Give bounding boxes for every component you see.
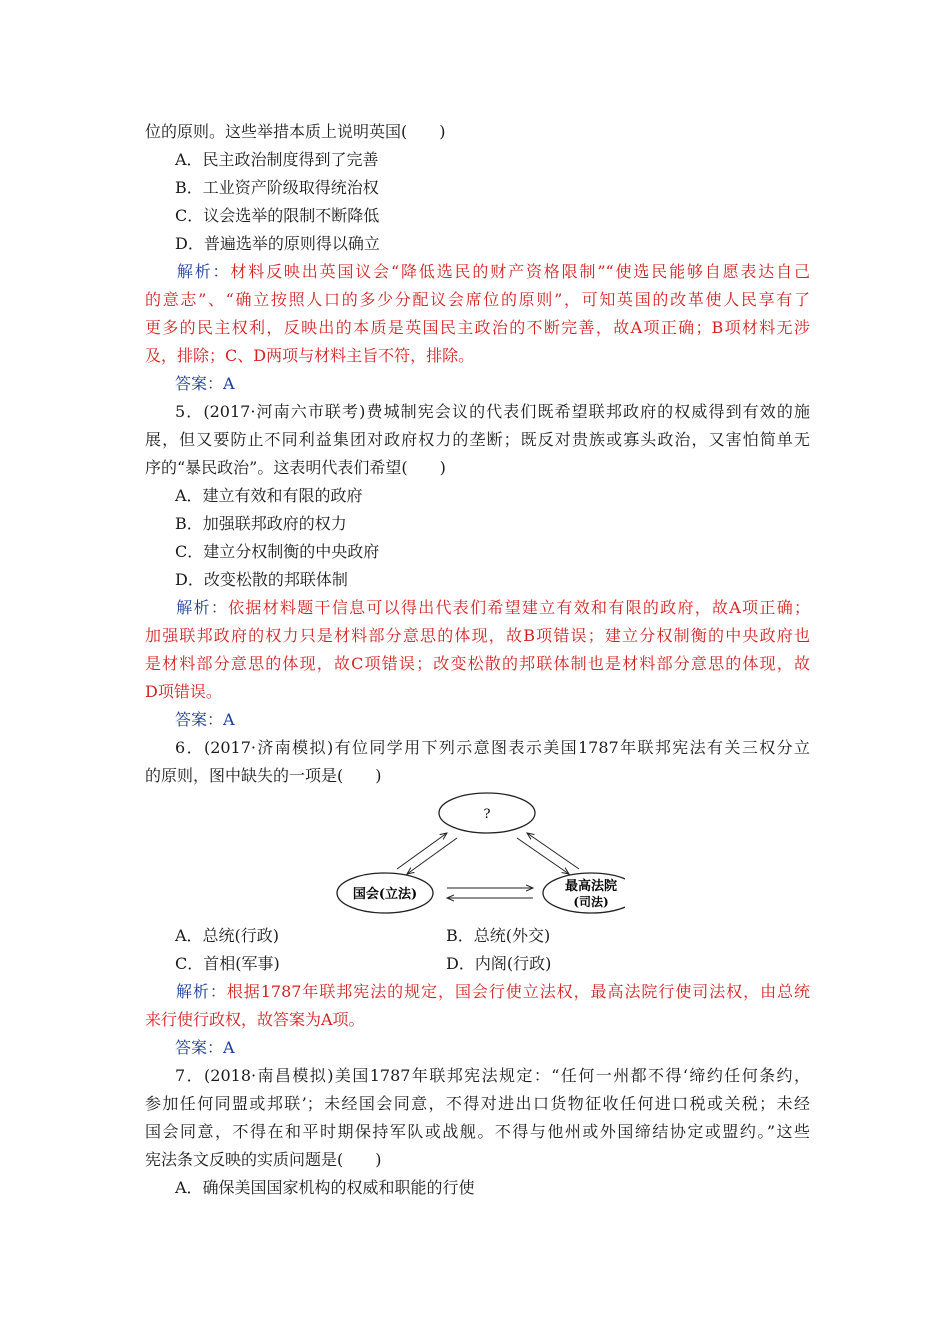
right-node-sublabel: (司法) xyxy=(573,895,609,909)
q7-stem-line: 宪法条文反映的实质问题是( ) xyxy=(145,1150,382,1169)
q5-answer: 答案：A xyxy=(175,710,235,729)
q6-analysis-line: 解析：根据1787年联邦宪法的规定，国会行使立法权，最高法院行使司法权，由总统 xyxy=(175,982,810,1001)
q5-stem-line: 序的“暴民政治”。这表明代表们希望( ) xyxy=(145,458,446,477)
q5-analysis-line: 是材料部分意思的体现，故C项错误；改变松散的邦联体制也是材料部分意思的体现，故 xyxy=(145,654,810,673)
q6-analysis-line: 来行使行政权，故答案为A项。 xyxy=(145,1010,365,1029)
q5-analysis-line: 解析：依据材料题干信息可以得出代表们希望建立有效和有限的政府，故A项正确； xyxy=(175,598,810,617)
q5-analysis-line: 加强联邦政府的权力只是材料部分意思的体现，故B项错误；建立分权制衡的中央政府也 xyxy=(145,626,810,645)
q4-analysis-line: 解析：材料反映出英国议会“降低选民的财产资格限制”“使选民能够自愿表达自己 xyxy=(175,262,810,281)
q4-analysis-line: 的意志”、“确立按照人口的多少分配议会席位的原则”，可知英国的改革使人民享有了 xyxy=(145,290,810,309)
arrow-right-down xyxy=(517,838,569,874)
separation-of-powers-diagram xyxy=(335,790,625,920)
q6-answer: 答案：A xyxy=(175,1038,235,1057)
q6-stem-line: 的原则，图中缺失的一项是( ) xyxy=(145,766,382,785)
q4-option-c: C．议会选举的限制不断降低 xyxy=(175,206,380,225)
q6-option-c: C．首相(军事) xyxy=(175,954,280,973)
q4-option-d: D．普遍选举的原则得以确立 xyxy=(175,234,380,253)
q5-option-d: D．改变松散的邦联体制 xyxy=(175,570,348,589)
q5-analysis-line: D项错误。 xyxy=(145,682,222,701)
analysis-label: 解析： xyxy=(175,982,227,1001)
analysis-label: 解析： xyxy=(175,598,229,617)
q4-analysis-line: 更多的民主权利，反映出的本质是英国民主政治的不断完善，故A项正确；B项材料无涉 xyxy=(145,318,810,337)
q5-option-c: C．建立分权制衡的中央政府 xyxy=(175,542,380,561)
q5-stem-line: 5．(2017·河南六市联考)费城制宪会议的代表们既希望联邦政府的权威得到有效的施 xyxy=(175,402,810,421)
q4-answer: 答案：A xyxy=(175,374,235,393)
q6-option-d: D．内阁(行政) xyxy=(446,954,552,973)
q4-analysis-line: 及，排除；C、D两项与材料主旨不符，排除。 xyxy=(145,346,475,365)
q6-option-b: B．总统(外交) xyxy=(446,926,551,945)
top-node-label: ? xyxy=(483,807,491,822)
q4-stem: 位的原则。这些举措本质上说明英国( ) xyxy=(145,122,446,141)
right-node-label: 最高法院 xyxy=(564,879,618,894)
q5-option-b: B．加强联邦政府的权力 xyxy=(175,514,347,533)
q4-option-b: B．工业资产阶级取得统治权 xyxy=(175,178,379,197)
q7-stem-line: 国会同意，不得在和平时期保持军队或战舰。不得与他州或外国缔结协定或盟约。”这些 xyxy=(145,1122,810,1141)
q7-option-a: A．确保美国国家机构的权威和职能的行使 xyxy=(175,1178,475,1197)
arrow-right-up xyxy=(527,833,579,869)
q5-option-a: A．建立有效和有限的政府 xyxy=(175,486,363,505)
q6-option-row xyxy=(175,926,840,946)
q6-option-row xyxy=(175,954,840,974)
q6-option-a: A．总统(行政) xyxy=(175,926,280,945)
q4-option-a: A．民主政治制度得到了完善 xyxy=(175,150,379,169)
analysis-label: 解析： xyxy=(175,262,231,281)
q6-stem-line: 6．(2017·济南模拟)有位同学用下列示意图表示美国1787年联邦宪法有关三权分立 xyxy=(175,738,810,757)
left-node-label: 国会(立法) xyxy=(352,887,418,902)
q7-stem-line: 参加任何同盟或邦联’；未经国会同意，不得对进出口货物征收任何进口税或关税；未经 xyxy=(145,1094,810,1113)
q5-stem-line: 展，但又要防止不同利益集团对政府权力的垄断；既反对贵族或寡头政治，又害怕简单无 xyxy=(145,430,810,449)
q7-stem-line: 7．(2018·南昌模拟)美国1787年联邦宪法规定：“任何一州都不得‘缔约任何条约， xyxy=(175,1066,810,1085)
